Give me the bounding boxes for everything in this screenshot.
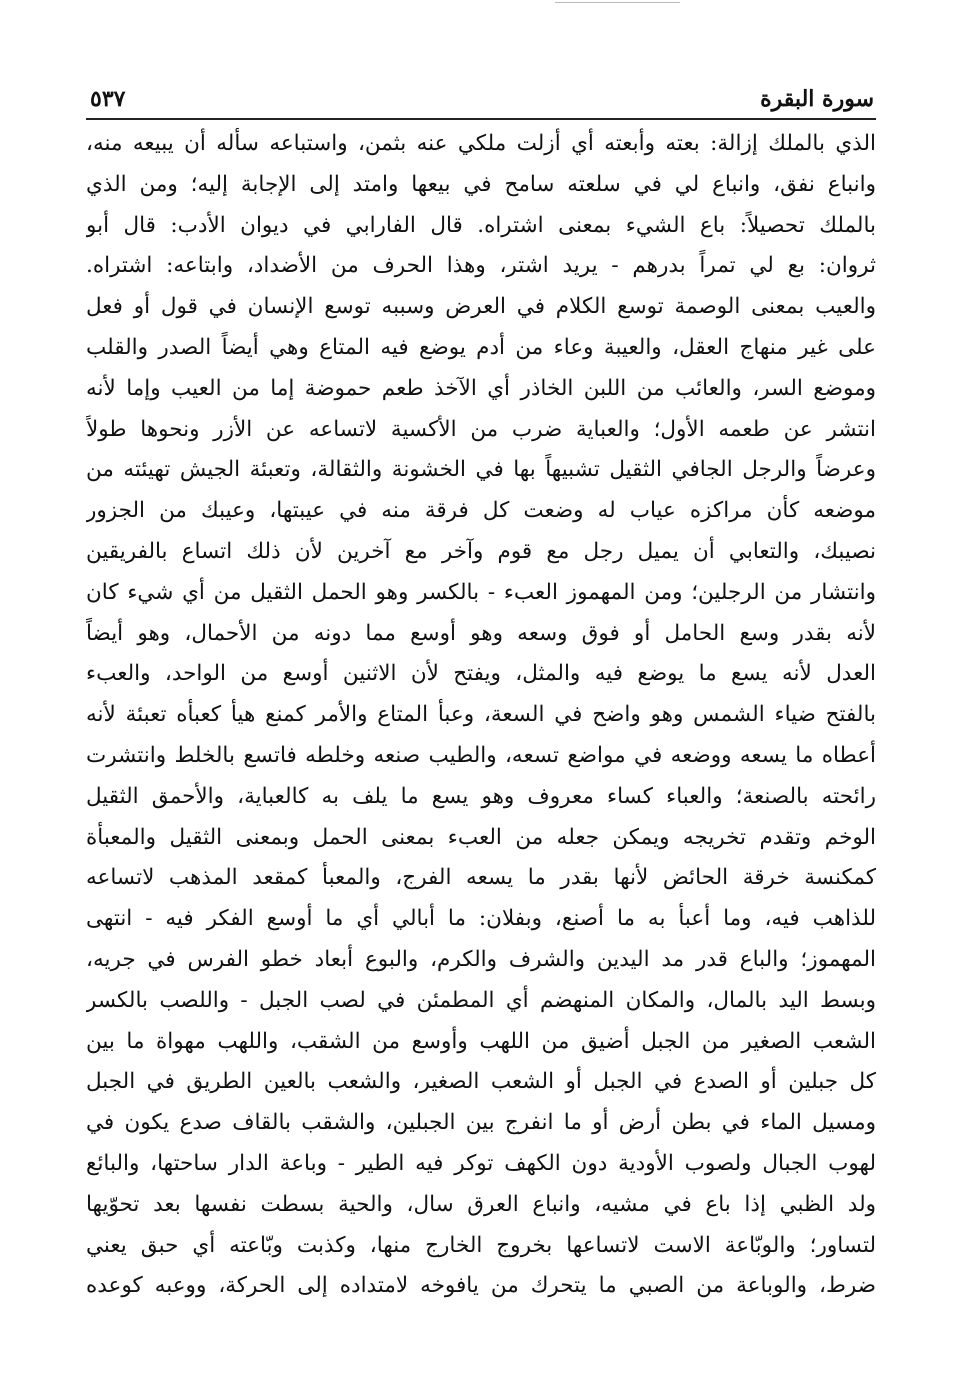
text-line: انتشر عن طعمه الأول؛ والعباية ضرب من الأكسية لاتساعه عن الأزر ونحوها طولاً [86, 416, 876, 442]
text-line: بالفتح ضياء الشمس وهو واضح في السعة، وعبأ المتاع والأمر كمنع هيأ كعبأه تعبئة لأنه [86, 702, 876, 728]
top-rule [555, 2, 680, 3]
text-line: العدل لأنه يسع ما يوضع فيه والمثل، ويفتح لأن الاثنين أوسع من الواحد، والعبء [86, 661, 876, 687]
text-line: وانباع نفق، وانباع لي في سلعته سامح في بيعها وامتد إلى الإجابة إليه؛ ومن الذي [86, 171, 876, 197]
text-line: وانتشار من الرجلين؛ ومن المهموز العبء - بالكسر وهو الحمل الثقيل من أي شيء كان [86, 579, 876, 605]
surah-title: سورة البقرة [760, 86, 874, 112]
text-line: الشعب الصغير من الجبل أضيق من اللهب وأوسع من الشقب، واللهب مهواة ما بين [86, 1028, 876, 1054]
text-line: على غير منهاج العقل، والعيبة وعاء من أدم يوضع فيه المتاع وهي أيضاً الصدر والقلب [86, 334, 876, 360]
body-text [86, 124, 876, 1307]
text-line: لتساور؛ والوبّاعة الاست لاتساعها بخروج الخارج منها، وكذبت وبّاعته أي حبق يعني [86, 1232, 876, 1258]
text-line: الوخم وتقدم تخريجه ويمكن جعله من العبء بمعنى الحمل وبمعنى الثقيل والمعبأة [86, 824, 876, 850]
page-number: ٥٣٧ [90, 86, 126, 112]
text-line: وعرضاً والرجل الجافي الثقيل تشبيهاً بها في الخشونة والثقالة، وتعبئة الجيش تهيئته من [86, 457, 876, 483]
text-line: ضرط، والوباعة من الصبي ما يتحرك من يافوخه لامتداده إلى الحركة، ووعبه كوعده [86, 1273, 876, 1299]
page-header [86, 84, 876, 120]
text-line: موضعه كأن مراكزه عياب له وضعت كل فرقة منه في عيبتها، وعيبك من الجزور [86, 498, 876, 524]
text-line: للذاهب فيه، وما أعبأ به ما أصنع، وبفلان: ما أبالي أي ما أوسع الفكر فيه - انتهى [86, 906, 876, 932]
text-line: رائحته بالصنعة؛ والعباء كساء معروف وهو يسع ما يلف به كالعباية، والأحمق الثقيل [86, 783, 876, 809]
text-line: المهموز؛ والباع قدر مد اليدين والشرف والكرم، والبوع أبعاد خطو الفرس في جريه، [86, 946, 876, 972]
text-line: كل جبلين أو الصدع في الجبل أو الشعب الصغير، والشعب بالعين الطريق في الجبل [86, 1069, 876, 1095]
text-line: والعيب بمعنى الوصمة توسع الكلام في العرض وسببه توسع الإنسان في قول أو فعل [86, 294, 876, 320]
text-line: أعطاه ما يسعه ووضعه في مواضع تسعه، والطيب صنعه وخلطه فاتسع بالخلط وانتشرت [86, 742, 876, 768]
text-line: ثروان: بع لي تمراً بدرهم - يريد اشتر، وهذا الحرف من الأضداد، وابتاعه: اشتراه. [86, 253, 876, 279]
text-line: وموضع السر، والعائب من اللبن الخاذر أي الآخذ طعم حموضة إما من العيب وإما لأنه [86, 375, 876, 401]
text-line: لهوب الجبال ولصوب الأودية دون الكهف توكر فيه الطير - وباعة الدار ساحتها، والبائع [86, 1150, 876, 1176]
text-line: الذي بالملك إزالة: بعته وأبعته أي أزلت ملكي عنه بثمن، واستباعه سأله أن يبيعه منه، [86, 131, 876, 156]
text-line: لأنه بقدر وسع الحامل أو فوق وسعه وهو أوسع مما دونه من الأحمال، وهو أيضاً [86, 620, 876, 646]
text-line: نصيبك، والتعابي أن يميل رجل مع قوم وآخر مع آخرين لأن ذلك اتساع بالفريقين [86, 538, 876, 564]
text-line: وبسط اليد بالمال، والمكان المنهضم أي المطمئن في لصب الجبل - واللصب بالكسر [86, 987, 876, 1013]
text-line: كمكنسة خرقة الحائض لأنها بقدر ما يسعه الفرج، والمعبأ كمقعد المذهب لاتساعه [86, 865, 876, 891]
text-line: بالملك تحصيلاً: باع الشيء بمعنى اشتراه. قال الفارابي في ديوان الأدب: قال أبو [86, 212, 876, 238]
text-line: ولد الظبي إذا باع في مشيه، وانباع العرق سال، والحية بسطت نفسها بعد تحوّيها [86, 1191, 876, 1217]
text-line: ومسيل الماء في بطن أرض أو ما انفرج بين الجبلين، والشقب بالقاف صدع يكون في [86, 1110, 876, 1136]
